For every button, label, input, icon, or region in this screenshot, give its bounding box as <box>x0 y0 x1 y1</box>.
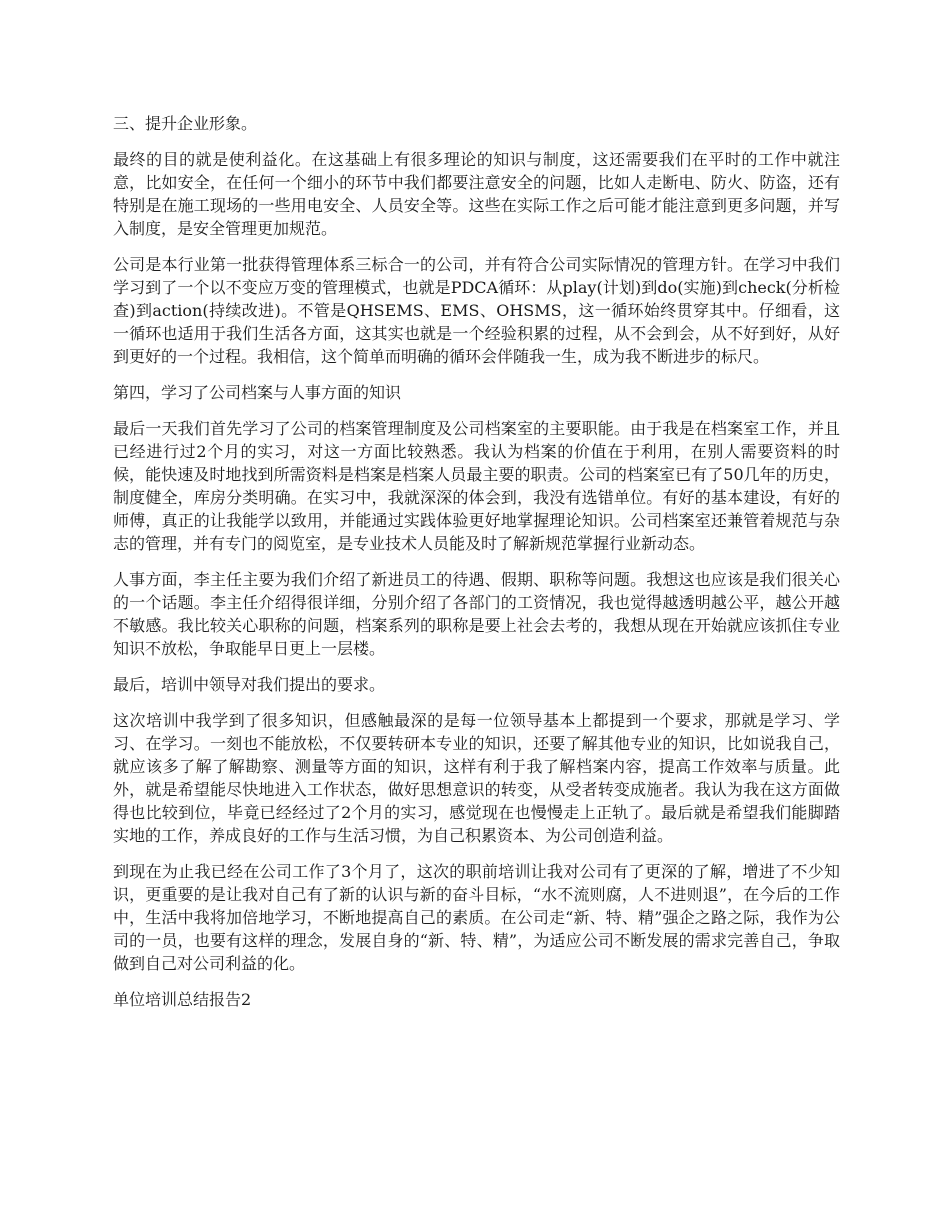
paragraph-safety: 最终的目的就是使利益化。在这基础上有很多理论的知识与制度，这还需要我们在平时的工作中就注意，比如安全，在任何一个细小的环节中我们都要注意安全的问题，比如人走断电、防火、防盗，还有特别是在施工现场的一些用电安全、人员安全等。这些在实际工作之后可能才能注意到更多问题，并写入制度，是安全管理更加规范。 <box>113 150 840 238</box>
document-body <box>113 112 840 1024</box>
section-heading-4: 第四，学习了公司档案与人事方面的知识 <box>113 383 402 402</box>
paragraph-learning: 这次培训中我学到了很多知识，但感触最深的是每一位领导基本上都提到一个要求，那就是学习、学习、在学习。一刻也不能放松，不仅要转研本专业的知识，还要了解其他专业的知识，比如说我自己，就应该多了解了解勘察、测量等方面的知识，这样有利于我了解档案内容，提高工作效率与质量。此外，就是希望能尽快地进入工作状态，做好思想意识的转变，从受者转变成施者。我认为我在这方面做得也比较到位，毕竟已经经过了2个月的实习，感觉现在也慢慢走上正轨了。最后就是希望我们能脚踏实地的工作，养成良好的工作与生活习惯，为自己积累资本、为公司创造利益。 <box>113 711 840 845</box>
paragraph-conclusion: 到现在为止我已经在公司工作了3个月了，这次的职前培训让我对公司有了更深的了解，增进了不少知识，更重要的是让我对自己有了新的认识与新的奋斗目标，“水不流则腐，人不进则退”，在今后的工作中，生活中我将加倍地学习，不断地提高自己的素质。在公司走“新、特、精”强企之路之际，我作为公司的一员，也要有这样的理念，发展自身的“新、特、精”，为适应公司不断发展的需求完善自己，争取做到自己对公司利益的化。 <box>113 862 840 973</box>
paragraph-pdca: 公司是本行业第一批获得管理体系三标合一的公司，并有符合公司实际情况的管理方针。在学习中我们学习到了一个以不变应万变的管理模式，也就是PDCA循环：从play(计划)到do(实施)到check(分析检查)到action(持续改进)。不管是QHSEMS、EMS、OHSMS，这一循环始终贯穿其中。仔细看，这一循环也适用于我们生活各方面，这其实也就是一个经验积累的过程，从不会到会，从不好到好，从好到更好的一个过程。我相信，这个简单而明确的循环会伴随我一生，成为我不断进步的标尺。 <box>113 255 840 366</box>
report-title-2: 单位培训总结报告2 <box>113 990 252 1009</box>
section-heading-3: 三、提升企业形象。 <box>113 114 258 133</box>
section-heading-requirements: 最后，培训中领导对我们提出的要求。 <box>113 675 386 694</box>
paragraph-archives: 最后一天我们首先学习了公司的档案管理制度及公司档案室的主要职能。由于我是在档案室工作，并且已经进行过2个月的实习，对这一方面比较熟悉。我认为档案的价值在于利用，在别人需要资料的时候，能快速及时地找到所需资料是档案是档案人员最主要的职责。公司的档案室已有了50几年的历史，制度健全，库房分类明确。在实习中，我就深深的体会到，我没有选错单位。有好的基本建设，有好的师傅，真正的让我能学以致用，并能通过实践体验更好地掌握理论知识。公司档案室还兼管着规范与杂志的管理，并有专门的阅览室，是专业技术人员能及时了解新规范掌握行业新动态。 <box>113 419 840 553</box>
paragraph-personnel: 人事方面，李主任主要为我们介绍了新进员工的待遇、假期、职称等问题。我想这也应该是我们很关心的一个话题。李主任介绍得很详细，分别介绍了各部门的工资情况，我也觉得越透明越公平，越公开越不敏感。我比较关心职称的问题，档案系列的职称是要上社会去考的，我想从现在开始就应该抓住专业知识不放松，争取能早日更上一层楼。 <box>113 570 840 658</box>
